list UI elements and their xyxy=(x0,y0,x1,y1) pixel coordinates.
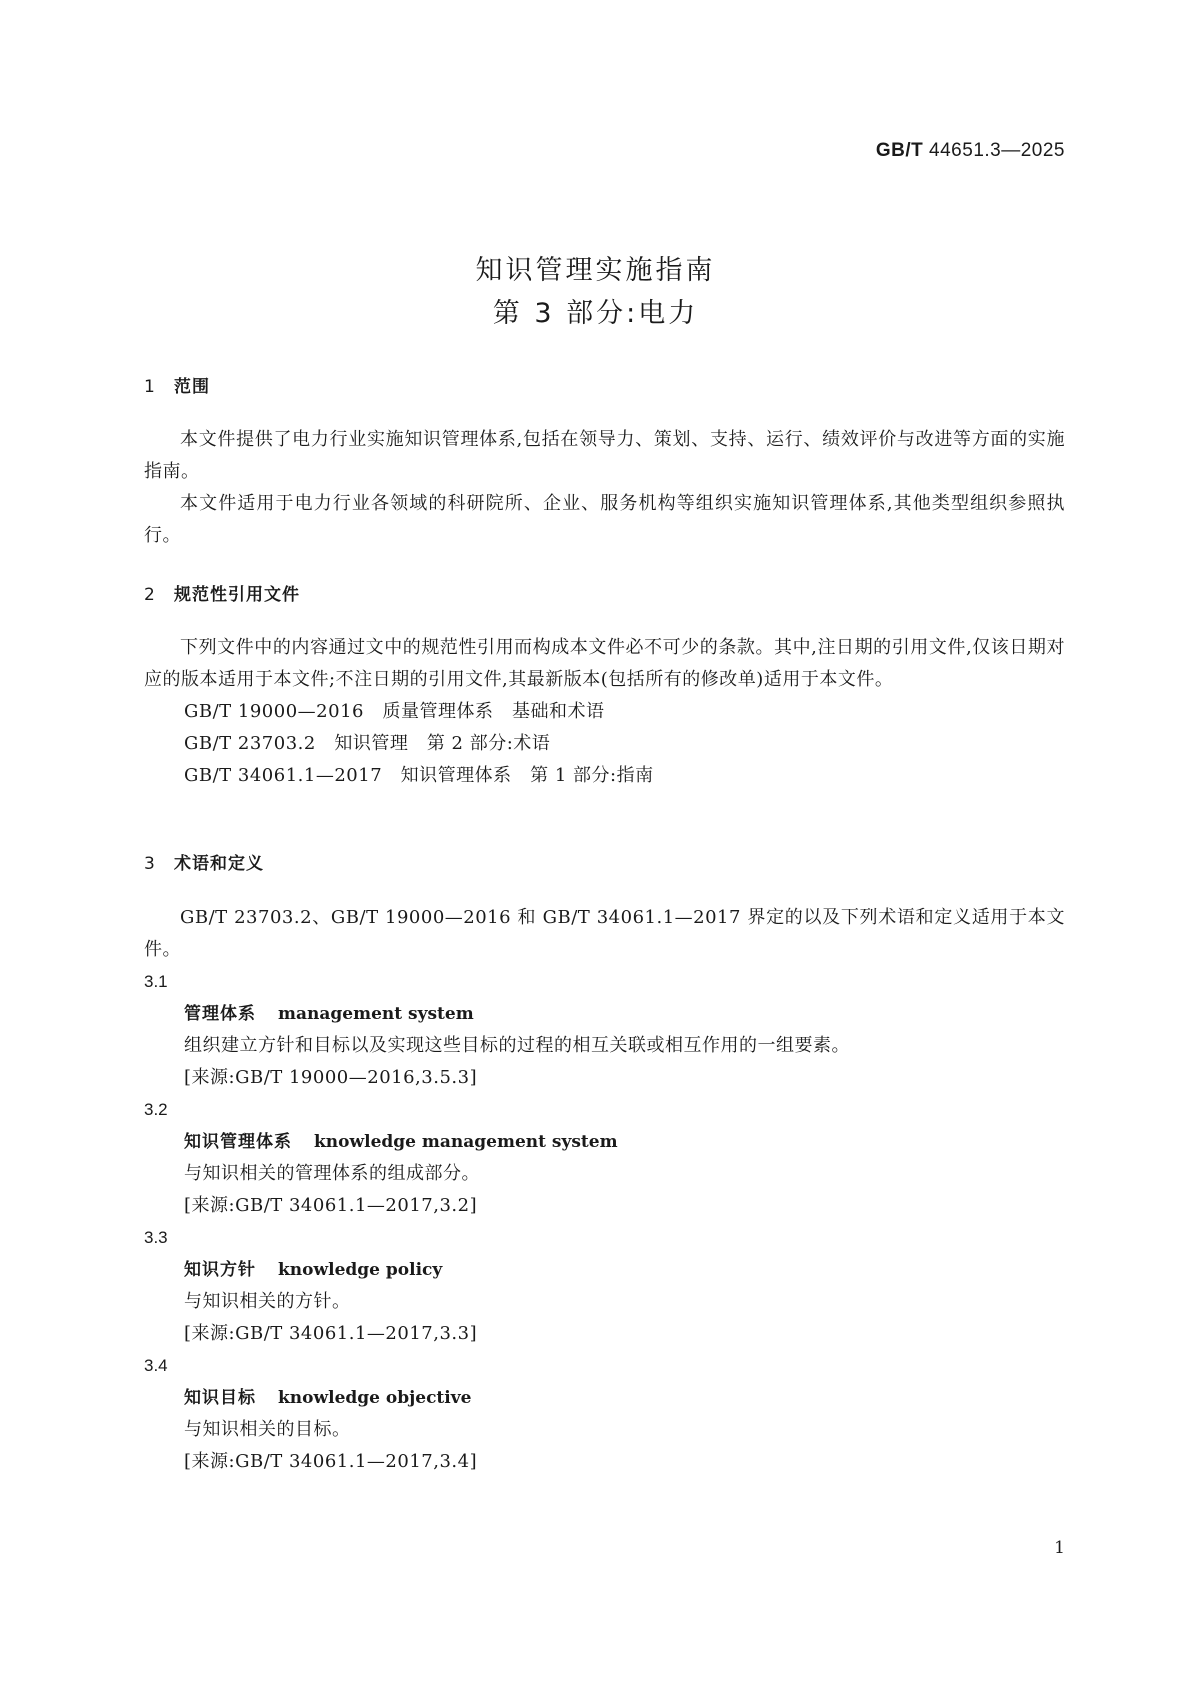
reference-item: GB/T 34061.1—2017 知识管理体系 第 1 部分:指南 xyxy=(184,765,654,786)
term-entry xyxy=(144,1350,1065,1478)
section-number: 2 xyxy=(144,585,156,605)
document-subtitle: 第 3 部分:电力 xyxy=(492,298,699,329)
page-number: 1 xyxy=(1054,1538,1065,1558)
section-heading xyxy=(144,372,1065,397)
term-zh: 知识管理体系 xyxy=(184,1132,292,1152)
term-name xyxy=(144,998,1065,1030)
term-definition: 与知识相关的目标。 xyxy=(184,1419,351,1440)
section-title: 范围 xyxy=(174,377,210,397)
reference-item: GB/T 23703.2 知识管理 第 2 部分:术语 xyxy=(184,733,551,754)
section-1 xyxy=(144,372,1065,397)
term-source: [来源:GB/T 34061.1—2017,3.2] xyxy=(184,1195,478,1216)
term-entry xyxy=(144,966,1065,1094)
term-definition: 与知识相关的管理体系的组成部分。 xyxy=(184,1163,480,1184)
section-title: 术语和定义 xyxy=(174,854,264,874)
section-number: 3 xyxy=(144,854,156,874)
section-number: 1 xyxy=(144,377,156,397)
section-2 xyxy=(144,580,1065,605)
term-zh: 知识方针 xyxy=(184,1260,256,1280)
section-1-body xyxy=(144,424,1065,552)
term-number: 3.4 xyxy=(144,1356,168,1375)
standard-code-number: 44651.3—2025 xyxy=(929,140,1065,161)
reference-item: GB/T 19000—2016 质量管理体系 基础和术语 xyxy=(184,701,605,722)
paragraph: GB/T 23703.2、GB/T 19000—2016 和 GB/T 34061.1—2017 界定的以及下列术语和定义适用于本文件。 xyxy=(144,907,1065,960)
section-3-body xyxy=(144,902,1065,1478)
standard-code-prefix: GB/T xyxy=(875,140,924,161)
paragraph: 本文件适用于电力行业各领域的科研院所、企业、服务机构等组织实施知识管理体系,其他类型组织参照执行。 xyxy=(144,493,1065,546)
term-en: knowledge objective xyxy=(278,1388,472,1408)
section-2-body xyxy=(144,632,1065,792)
term-name xyxy=(144,1382,1065,1414)
term-en: management system xyxy=(278,1004,474,1024)
term-definition: 与知识相关的方针。 xyxy=(184,1291,351,1312)
term-name xyxy=(144,1254,1065,1286)
term-zh: 管理体系 xyxy=(184,1004,256,1024)
term-entry xyxy=(144,1094,1065,1222)
term-definition: 组织建立方针和目标以及实现这些目标的过程的相互关联或相互作用的一组要素。 xyxy=(184,1035,850,1056)
term-en: knowledge policy xyxy=(278,1260,443,1280)
section-heading xyxy=(144,580,1065,605)
term-en: knowledge management system xyxy=(314,1132,618,1152)
section-3 xyxy=(144,849,1065,874)
term-number: 3.2 xyxy=(144,1100,168,1119)
section-title: 规范性引用文件 xyxy=(174,585,300,605)
term-zh: 知识目标 xyxy=(184,1388,256,1408)
section-heading xyxy=(144,849,1065,874)
term-entry xyxy=(144,1222,1065,1350)
paragraph: 本文件提供了电力行业实施知识管理体系,包括在领导力、策划、支持、运行、绩效评价与改进等方面的实施指南。 xyxy=(144,429,1065,482)
term-number: 3.3 xyxy=(144,1228,168,1247)
document-title: 知识管理实施指南 xyxy=(475,255,716,286)
standard-code xyxy=(876,140,1065,162)
term-number: 3.1 xyxy=(144,972,168,991)
term-source: [来源:GB/T 34061.1—2017,3.3] xyxy=(184,1323,478,1344)
term-source: [来源:GB/T 34061.1—2017,3.4] xyxy=(184,1451,478,1472)
term-source: [来源:GB/T 19000—2016,3.5.3] xyxy=(184,1067,478,1088)
paragraph: 下列文件中的内容通过文中的规范性引用而构成本文件必不可少的条款。其中,注日期的引用文件,仅该日期对应的版本适用于本文件;不注日期的引用文件,其最新版本(包括所有的修改单)适用于本文件。 xyxy=(144,637,1065,690)
term-name xyxy=(144,1126,1065,1158)
